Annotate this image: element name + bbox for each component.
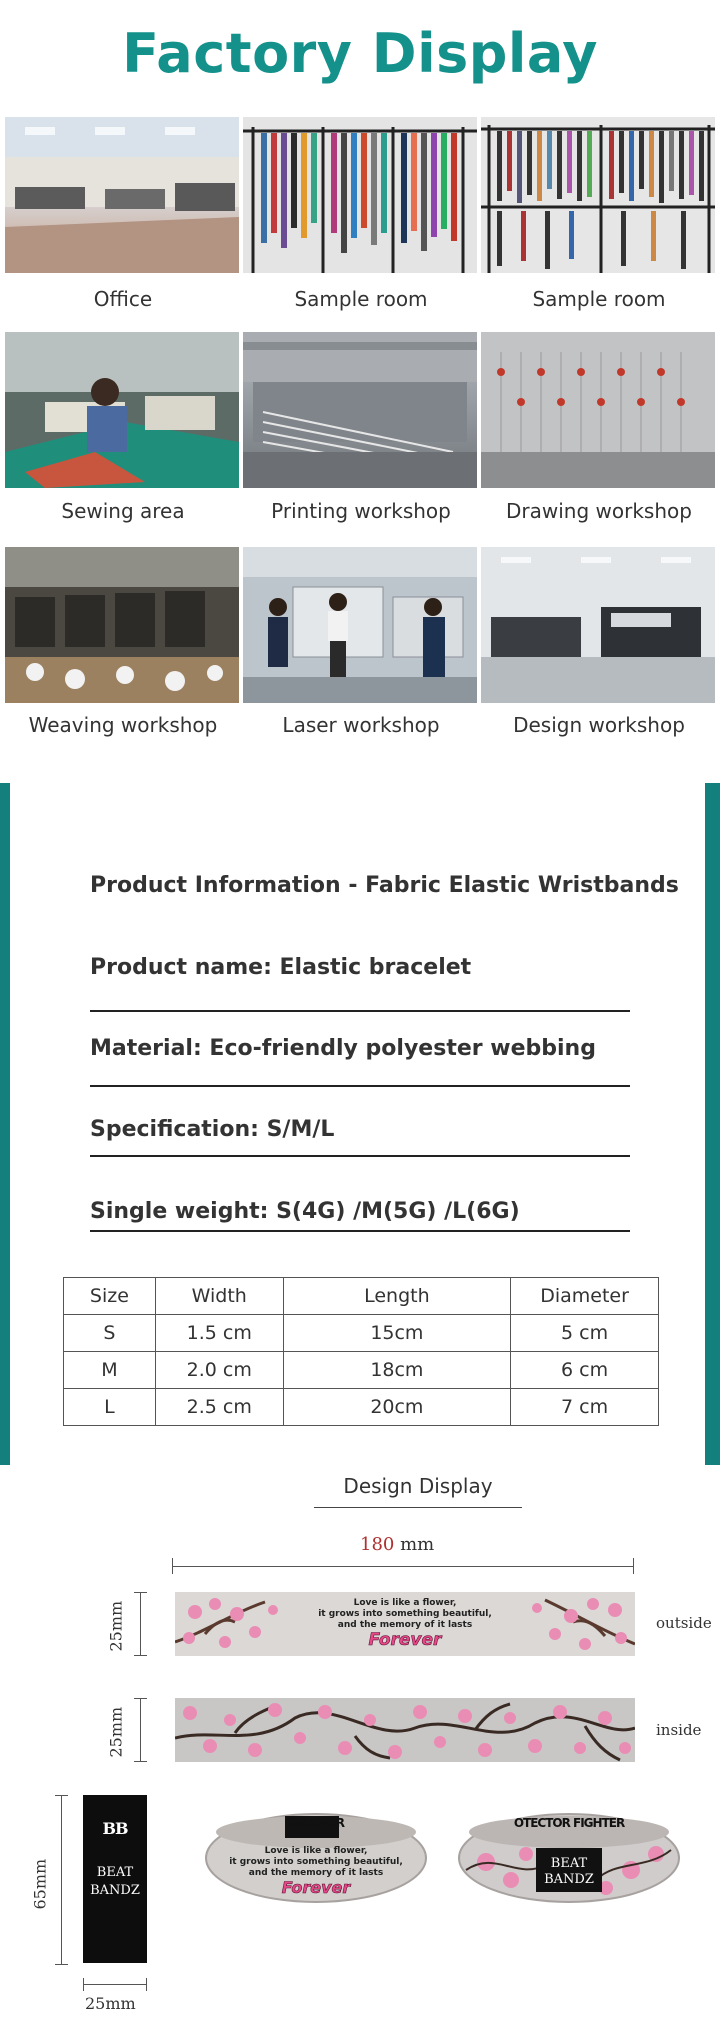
drawing-workshop-photo	[481, 332, 715, 488]
table-cell: 18cm	[283, 1352, 511, 1389]
product-name: Product name: Elastic bracelet	[90, 955, 472, 980]
brand-tag	[83, 1795, 147, 1963]
table-cell: 7 cm	[511, 1389, 659, 1426]
render-quote-line-1: Love is like a flower,	[264, 1846, 368, 1856]
length-dimension-line	[172, 1566, 634, 1567]
inside-band-design	[175, 1698, 635, 1762]
page-title: Factory Display	[122, 22, 598, 85]
caption-printing-workshop: Printing workshop	[271, 499, 451, 523]
wristband-inside-render	[456, 1810, 682, 1906]
dimension-tick	[134, 1655, 147, 1656]
brand-emblem: BB	[102, 1819, 128, 1838]
table-row	[64, 1389, 659, 1426]
length-value: 180	[360, 1534, 395, 1555]
table-row	[64, 1352, 659, 1389]
caption-design-workshop: Design workshop	[513, 713, 685, 737]
render-quote-line-3: and the memory of it lasts	[248, 1868, 384, 1878]
design-workshop-photo	[481, 547, 715, 703]
divider	[90, 1010, 630, 1012]
band-edge-text: OTECTOR FIGHTER	[513, 1816, 625, 1830]
caption-drawing-workshop: Drawing workshop	[506, 499, 692, 523]
table-cell: S	[64, 1315, 156, 1352]
outside-band-design	[175, 1592, 635, 1656]
dimension-tick	[55, 1795, 68, 1796]
dimension-tick	[172, 1558, 173, 1574]
caption-office: Office	[93, 287, 153, 311]
render-forever-text: Forever	[281, 1878, 351, 1897]
outside-label: outside	[656, 1614, 712, 1632]
dimension-tick	[633, 1558, 634, 1574]
office-photo	[5, 117, 239, 273]
table-cell: 5 cm	[511, 1315, 659, 1352]
table-cell: 15cm	[283, 1315, 511, 1352]
dimension-tick	[146, 1978, 147, 1991]
band-height-label-inside: 25mm	[106, 1706, 126, 1758]
section-border-right	[705, 783, 720, 1465]
quote-line-3: and the memory of it lasts	[337, 1620, 473, 1630]
caption-sewing-area: Sewing area	[61, 499, 185, 523]
table-row	[64, 1315, 659, 1352]
weaving-workshop-photo	[5, 547, 239, 703]
laser-workshop-photo	[243, 547, 477, 703]
divider	[90, 1085, 630, 1087]
table-cell: 20cm	[283, 1389, 511, 1426]
forever-text: Forever	[368, 1630, 442, 1650]
table-header: Size	[64, 1278, 156, 1315]
render-brand-line-2: BANDZ	[544, 1872, 594, 1887]
sample-room-photo-1	[243, 117, 477, 273]
dimension-tick	[134, 1761, 147, 1762]
inside-label: inside	[656, 1721, 702, 1739]
dimension-tick	[134, 1592, 147, 1593]
wristband-outside-render	[203, 1810, 429, 1906]
divider	[90, 1230, 630, 1232]
product-material: Material: Eco-friendly polyester webbing	[90, 1036, 596, 1061]
caption-sample-room-2: Sample room	[532, 287, 666, 311]
render-brand-line-1: BEAT	[550, 1856, 588, 1871]
table-header: Width	[155, 1278, 283, 1315]
height-dimension-line	[140, 1592, 141, 1656]
table-cell: 1.5 cm	[155, 1315, 283, 1352]
band-edge-text: OTECTOR	[287, 1816, 345, 1830]
printing-workshop-photo	[243, 332, 477, 488]
table-cell: M	[64, 1352, 156, 1389]
size-table	[63, 1277, 659, 1426]
divider	[90, 1155, 630, 1157]
tag-width-line	[83, 1984, 147, 1985]
section-border-left	[0, 783, 10, 1465]
band-height-label-outside: 25mm	[106, 1600, 126, 1652]
table-cell: 2.0 cm	[155, 1352, 283, 1389]
tag-width-label: 25mm	[85, 1994, 136, 2013]
quote-line-1: Love is like a flower,	[353, 1598, 457, 1608]
render-quote-line-2: it grows into something beautiful,	[229, 1857, 403, 1867]
tag-height-line	[61, 1795, 62, 1965]
length-unit: mm	[400, 1534, 435, 1555]
product-weight: Single weight: S(4G) /M(5G) /L(6G)	[90, 1199, 520, 1224]
tag-height-label: 65mm	[30, 1858, 50, 1910]
table-header-row	[64, 1278, 659, 1315]
product-specification: Specification: S/M/L	[90, 1117, 335, 1142]
sewing-area-photo	[5, 332, 239, 488]
table-cell: L	[64, 1389, 156, 1426]
table-cell: 6 cm	[511, 1352, 659, 1389]
dimension-tick	[134, 1698, 147, 1699]
dimension-tick	[83, 1978, 84, 1991]
table-cell: 2.5 cm	[155, 1389, 283, 1426]
brand-line-2: BANDZ	[90, 1883, 140, 1898]
table-header: Length	[283, 1278, 511, 1315]
caption-sample-room-1: Sample room	[294, 287, 428, 311]
brand-line-1: BEAT	[96, 1865, 134, 1880]
product-info-heading: Product Information - Fabric Elastic Wristbands	[90, 873, 679, 898]
caption-weaving-workshop: Weaving workshop	[28, 713, 218, 737]
design-title-underline	[314, 1507, 522, 1508]
length-dimension-label	[360, 1534, 434, 1555]
dimension-tick	[55, 1964, 68, 1965]
height-dimension-line	[140, 1698, 141, 1762]
caption-laser-workshop: Laser workshop	[282, 713, 440, 737]
table-header: Diameter	[511, 1278, 659, 1315]
quote-line-2: it grows into something beautiful,	[318, 1609, 492, 1619]
design-display-title: Design Display	[343, 1474, 493, 1498]
sample-room-photo-2	[481, 117, 715, 273]
